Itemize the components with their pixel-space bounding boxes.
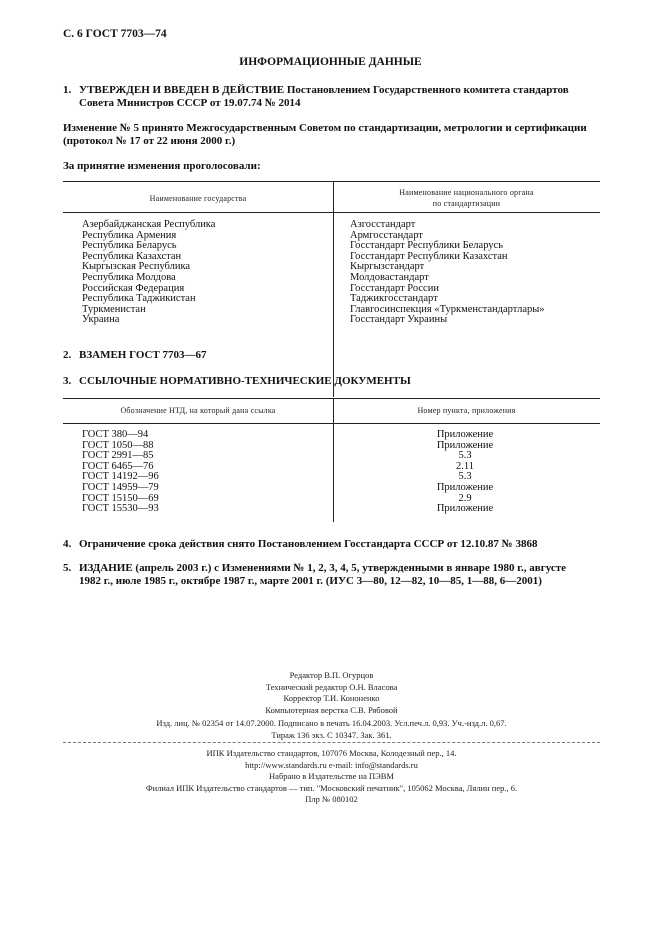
item-3 — [63, 375, 603, 388]
credit-layout: Компьютерная верстка С.В. Рябовой — [265, 704, 398, 715]
item-2 — [63, 349, 603, 362]
item-1 — [63, 84, 603, 110]
amendment-line2: (протокол № 17 от 22 июня 2000 г.) — [63, 135, 236, 147]
page-header: С. 6 ГОСТ 7703—74 — [63, 28, 167, 40]
item-5-line2: 1982 г., июле 1985 г., октябре 1987 г., марте 2001 г. (ИУС 3—80, 12—82, 10—85, 1—88, 6—2001) — [79, 575, 542, 587]
item-1-number: 1. — [63, 84, 72, 96]
publisher-line2: http://www.standards.ru e-mail: info@standards.ru — [245, 759, 418, 770]
bodies-list — [350, 220, 545, 326]
states-col2-header — [333, 187, 600, 209]
state-name: Республика Армения — [82, 229, 177, 241]
standards-body-name: Главгосинспекция «Туркменстандартлары» — [350, 303, 545, 315]
state-name: Республика Беларусь — [82, 240, 177, 252]
voted-label: За принятие изменения проголосовали: — [63, 160, 261, 172]
ref-clause: 5.3 — [458, 450, 472, 462]
amendment-line1: Изменение № 5 принято Межгосударственным Советом по стандартизации, метрологии и сертификации — [63, 122, 587, 134]
item-5-line1: ИЗДАНИЕ (апрель 2003 г.) с Изменениями № 1, 2, 3, 4, 5, утвержденными в январе 1980 г., августе — [79, 562, 567, 574]
item-2-text: ВЗАМЕН ГОСТ 7703—67 — [79, 349, 207, 361]
standards-body-name: Госстандарт Республики Казахстан — [350, 250, 508, 262]
state-name: Азербайджанская Республика — [82, 219, 216, 230]
ref-clause: Приложение — [436, 439, 494, 451]
state-name: Российская Федерация — [82, 282, 185, 294]
credit-editor: Редактор В.П. Огурцов — [289, 670, 374, 680]
publisher-line5: Плр № 080102 — [305, 794, 358, 804]
ref-document: ГОСТ 14192—96 — [82, 471, 159, 483]
refs-col2-header: Номер пункта, приложения — [417, 406, 516, 415]
page-title: ИНФОРМАЦИОННЫЕ ДАННЫЕ — [239, 56, 422, 68]
standards-body-name: Госстандарт Украины — [350, 314, 448, 326]
states-list — [82, 220, 215, 326]
ref-document: ГОСТ 15150—69 — [82, 492, 159, 504]
item-4-number: 4. — [63, 538, 72, 550]
amendment-note — [63, 122, 603, 148]
states-table-divider — [333, 181, 334, 397]
item-5-number: 5. — [63, 562, 72, 574]
state-name: Украина — [82, 314, 120, 326]
standards-body-name: Молдовастандарт — [350, 271, 429, 283]
item-4 — [63, 538, 603, 551]
refs-col1-header: Обозначение НТД, на который дана ссылка — [120, 406, 276, 415]
ref-document: ГОСТ 14959—79 — [82, 481, 159, 493]
states-col2-header-line2: по стандартизации — [432, 199, 501, 208]
ref-document: ГОСТ 1050—88 — [82, 439, 154, 451]
ref-clause: 2.11 — [456, 460, 474, 472]
ref-document: ГОСТ 380—94 — [82, 429, 149, 440]
docs-list — [82, 430, 159, 515]
item-1-line2: Совета Министров СССР от 19.07.74 № 2014 — [79, 97, 301, 109]
refs-table-divider — [333, 398, 334, 522]
refs-table-header-rule — [63, 423, 600, 424]
ref-document: ГОСТ 15530—93 — [82, 503, 159, 515]
standards-body-name: Таджикгосстандарт — [350, 293, 438, 305]
ref-document: ГОСТ 2991—85 — [82, 450, 154, 462]
publisher-line1: ИПК Издательство стандартов, 107076 Москва, Колодезный пер., 14. — [206, 748, 457, 758]
refs-table-top-rule — [63, 398, 600, 399]
publisher-line3: Набрано в Издательстве на ПЭВМ — [269, 771, 394, 781]
ref-clause: Приложение — [436, 481, 494, 493]
ref-clause: Приложение — [436, 429, 494, 440]
standards-body-name: Кыргызстандарт — [350, 261, 425, 273]
print-info-line2: Тираж 136 экз. С 10347. Зак. 361. — [271, 729, 392, 740]
publisher-line4: Филиал ИПК Издательство стандартов — тип. "Московский печатник", 105062 Москва, Лялин пер., 6. — [145, 782, 518, 793]
ref-clause: 2.9 — [458, 492, 472, 504]
standards-body-name: Армгосстандарт — [350, 229, 423, 241]
state-name: Республика Казахстан — [82, 250, 182, 262]
refs-list — [400, 430, 530, 515]
state-name: Республика Таджикистан — [82, 293, 196, 305]
states-col1-header: Наименование государства — [149, 194, 247, 203]
item-4-text: Ограничение срока действия снято Постановлением Госстандарта СССР от 12.10.87 № 3868 — [79, 538, 538, 550]
ref-clause: 5.3 — [458, 471, 472, 483]
item-3-number: 3. — [63, 375, 72, 387]
standards-body-name: Азгосстандарт — [350, 219, 416, 230]
states-table-header-rule — [63, 212, 600, 213]
item-2-number: 2. — [63, 349, 72, 361]
publisher-block — [63, 748, 600, 806]
ref-document: ГОСТ 6465—76 — [82, 460, 154, 472]
state-name: Республика Молдова — [82, 271, 176, 283]
states-col2-header-line1: Наименование национального органа — [399, 188, 534, 197]
imprint-divider — [63, 742, 600, 743]
print-info-line1: Изд. лиц. № 02354 от 14.07.2000. Подписано в печать 16.04.2003. Усл.печ.л. 0,93. Уч.-изд.л. 0,67. — [156, 718, 507, 728]
item-5 — [63, 562, 603, 588]
ref-clause: Приложение — [436, 503, 494, 515]
standards-body-name: Госстандарт России — [350, 282, 439, 294]
item-3-text: ССЫЛОЧНЫЕ НОРМАТИВНО-ТЕХНИЧЕСКИЕ ДОКУМЕНТЫ — [79, 375, 411, 387]
credits-block — [63, 670, 600, 716]
states-table-top-rule — [63, 181, 600, 182]
print-info-block — [63, 718, 600, 741]
standards-body-name: Госстандарт Республики Беларусь — [350, 240, 504, 252]
credit-proofreader: Корректор Т.И. Кононенко — [283, 693, 380, 703]
state-name: Туркменистан — [82, 303, 146, 315]
credit-tech-editor: Технический редактор О.Н. Власова — [265, 681, 398, 692]
state-name: Кыргызская Республика — [82, 261, 191, 273]
item-1-line1: УТВЕРЖДЕН И ВВЕДЕН В ДЕЙСТВИЕ Постановлением Государственного комитета стандартов — [79, 84, 569, 96]
